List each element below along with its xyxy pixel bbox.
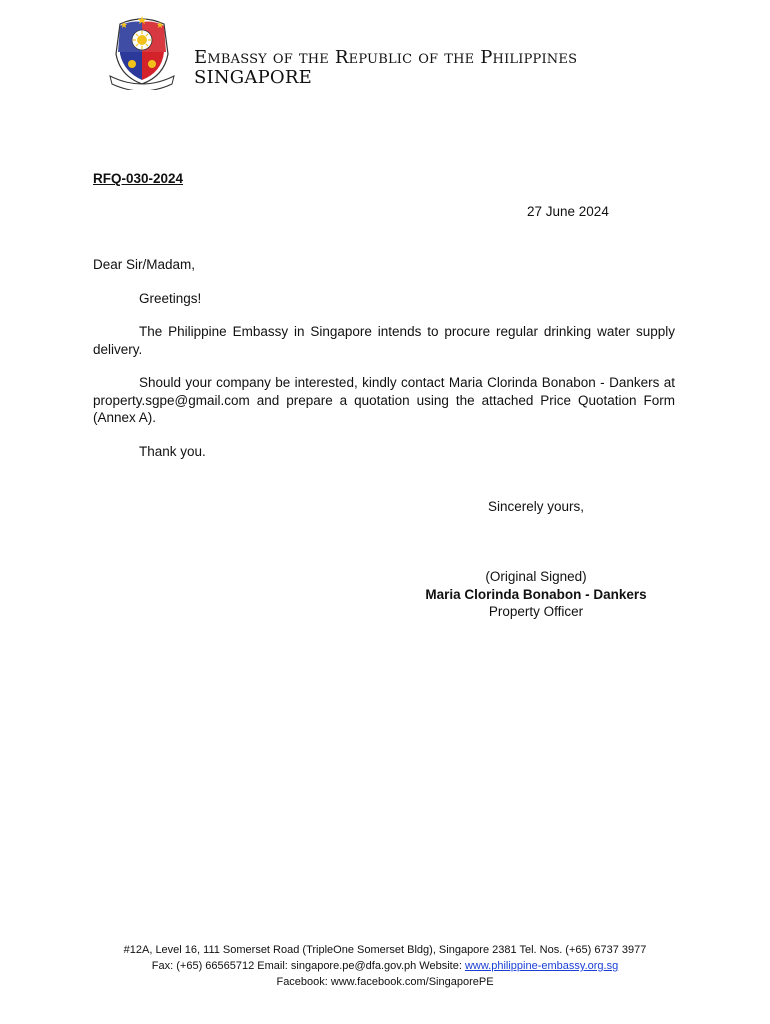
signed-note: (Original Signed) <box>485 569 587 584</box>
greeting: Greetings! <box>139 290 202 306</box>
footer-address: #12A, Level 16, 111 Somerset Road (TripleOne Somerset Bldg), Singapore 2381 Tel. Nos. (+65) 6737 3977 <box>123 944 647 956</box>
footer-facebook: Facebook: www.facebook.com/SingaporePE <box>276 976 494 988</box>
signature-block <box>393 568 679 621</box>
footer <box>60 942 710 990</box>
embassy-title-line2: SINGAPORE <box>194 67 312 88</box>
thanks: Thank you. <box>139 443 206 459</box>
footer-contact <box>60 958 710 974</box>
closing: Sincerely yours, <box>488 499 585 514</box>
embassy-title <box>194 48 577 88</box>
footer-fax-email: Fax: (+65) 66565712 Email: singapore.pe@dfa.gov.ph Website: <box>151 960 465 972</box>
embassy-title-line1: Embassy of the Republic of the Philippines <box>194 47 578 68</box>
philippine-seal-icon <box>106 14 178 90</box>
paragraph-procurement: The Philippine Embassy in Singapore intends to procure regular drinking water supply delivery. <box>93 324 675 357</box>
reference-number: RFQ-030-2024 <box>93 171 184 186</box>
website-link[interactable]: www.philippine-embassy.org.sg <box>464 960 619 972</box>
paragraph-contact: Should your company be interested, kindly contact Maria Clorinda Bonabon - Dankers at property.sgpe@gmail.com and prepare a quotation using the attached Price Quotation Form (Annex A). <box>93 375 675 425</box>
letter-body <box>93 256 675 476</box>
signatory-name: Maria Clorinda Bonabon - Dankers <box>425 586 647 602</box>
salutation: Dear Sir/Madam, <box>93 257 196 272</box>
signatory-title: Property Officer <box>488 604 584 619</box>
letter-date: 27 June 2024 <box>527 204 609 219</box>
